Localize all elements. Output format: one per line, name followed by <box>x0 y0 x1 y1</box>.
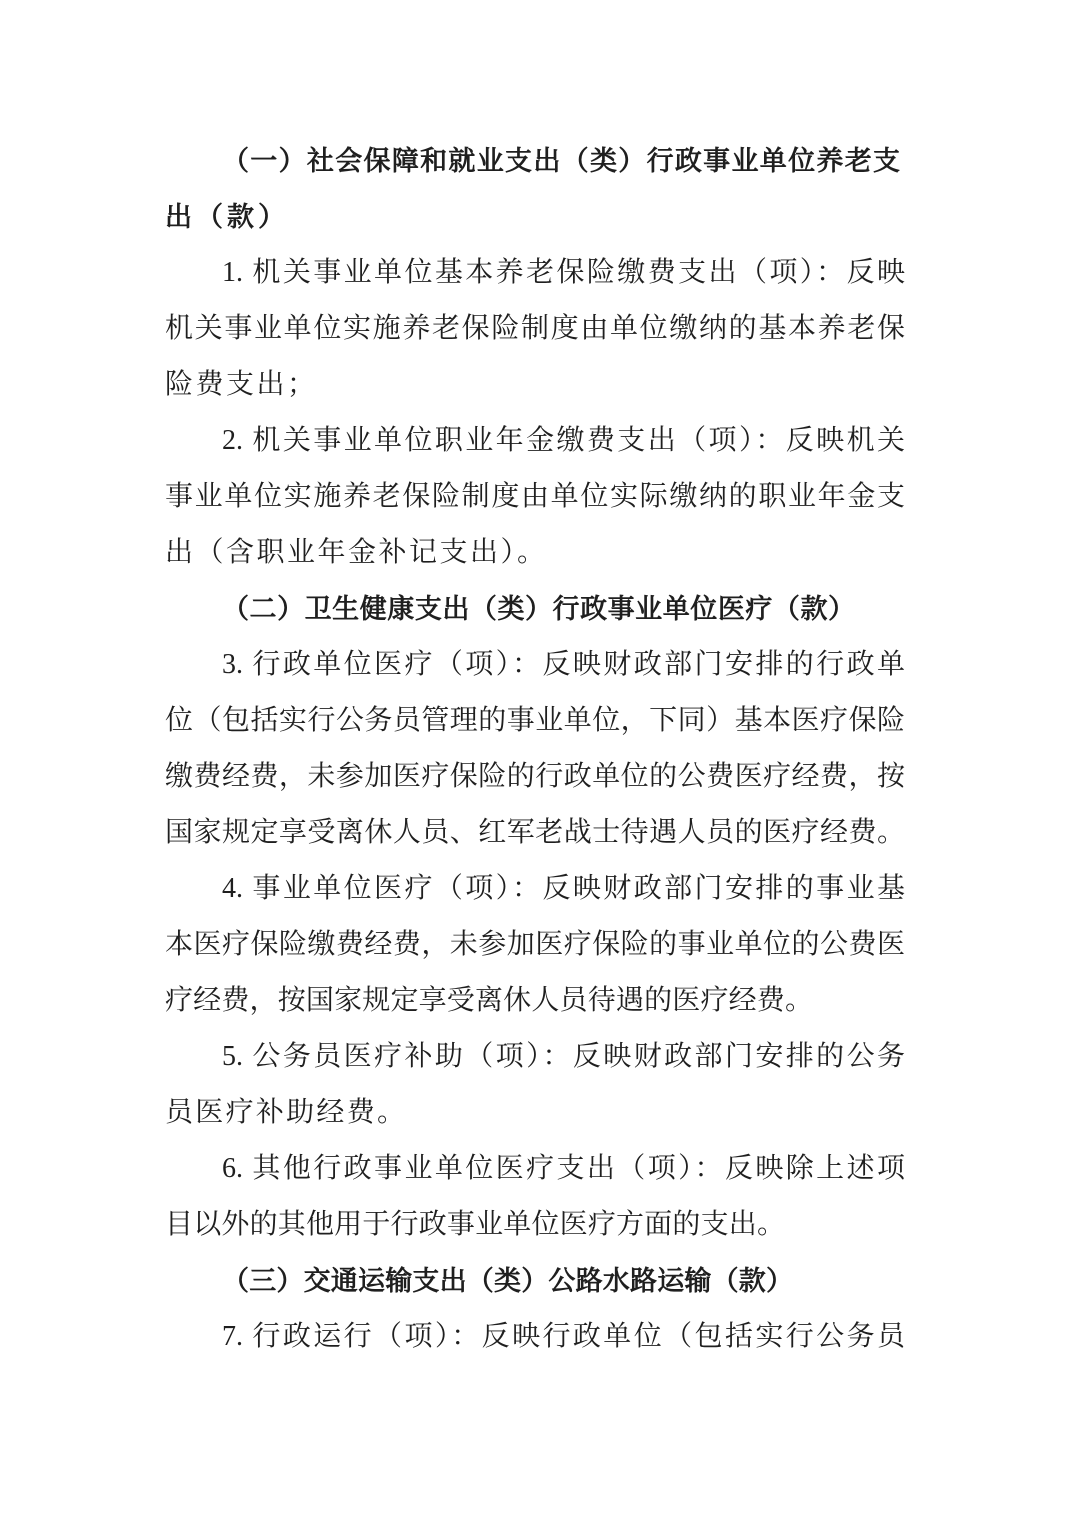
body-line: 机关事业单位实施养老保险制度由单位缴纳的基本养老保 <box>165 313 905 344</box>
body-line: 国家规定享受离休人员、红军老战士待遇人员的医疗经费。 <box>165 817 905 848</box>
body-line: 缴费经费，未参加医疗保险的行政单位的公费医疗经费，按 <box>165 761 905 792</box>
body-line: 3. 行政单位医疗（项）：反映财政部门安排的行政单 <box>222 649 905 680</box>
section-health <box>165 581 1074 1253</box>
clause-4 <box>165 861 1074 1029</box>
body-line: 出（含职业年金补记支出）。 <box>165 537 545 568</box>
body-line: 位（包括实行公务员管理的事业单位，下同）基本医疗保险 <box>165 705 905 736</box>
clause-7 <box>165 1309 1074 1365</box>
body-line: 事业单位实施养老保险制度由单位实际缴纳的职业年金支 <box>165 481 905 512</box>
body-line: 本医疗保险缴费经费，未参加医疗保险的事业单位的公费医 <box>165 929 905 960</box>
section-heading-line: （二）卫生健康支出（类）行政事业单位医疗（款） <box>222 594 855 624</box>
section-heading-line: （三）交通运输支出（类）公路水路运输（款） <box>222 1266 793 1296</box>
section-transport <box>165 1253 1074 1365</box>
section-heading-line: 出（款） <box>165 202 285 232</box>
body-line: 1. 机关事业单位基本养老保险缴费支出（项）：反映 <box>222 257 905 288</box>
body-line: 5. 公务员医疗补助（项）：反映财政部门安排的公务 <box>222 1041 905 1072</box>
section-heading-line: （一）社会保障和就业支出（类）行政事业单位养老支 <box>222 146 900 176</box>
body-line: 2. 机关事业单位职业年金缴费支出（项）：反映机关 <box>222 425 905 456</box>
clause-3 <box>165 637 1074 861</box>
body-line: 险费支出； <box>165 369 315 400</box>
clause-2 <box>165 413 1074 581</box>
body-line: 4. 事业单位医疗（项）：反映财政部门安排的事业基 <box>222 873 905 904</box>
body-line: 员医疗补助经费。 <box>165 1097 405 1128</box>
body-line: 目以外的其他用于行政事业单位医疗方面的支出。 <box>165 1209 785 1240</box>
section-social-security-pension <box>165 133 1074 581</box>
clause-1 <box>165 245 1074 413</box>
body-line: 疗经费，按国家规定享受离休人员待遇的医疗经费。 <box>165 985 813 1016</box>
body-line: 6. 其他行政事业单位医疗支出（项）：反映除上述项 <box>222 1153 905 1184</box>
clause-5 <box>165 1029 1074 1141</box>
body-line: 7. 行政运行（项）：反映行政单位（包括实行公务员 <box>222 1321 905 1352</box>
clause-6 <box>165 1141 1074 1253</box>
